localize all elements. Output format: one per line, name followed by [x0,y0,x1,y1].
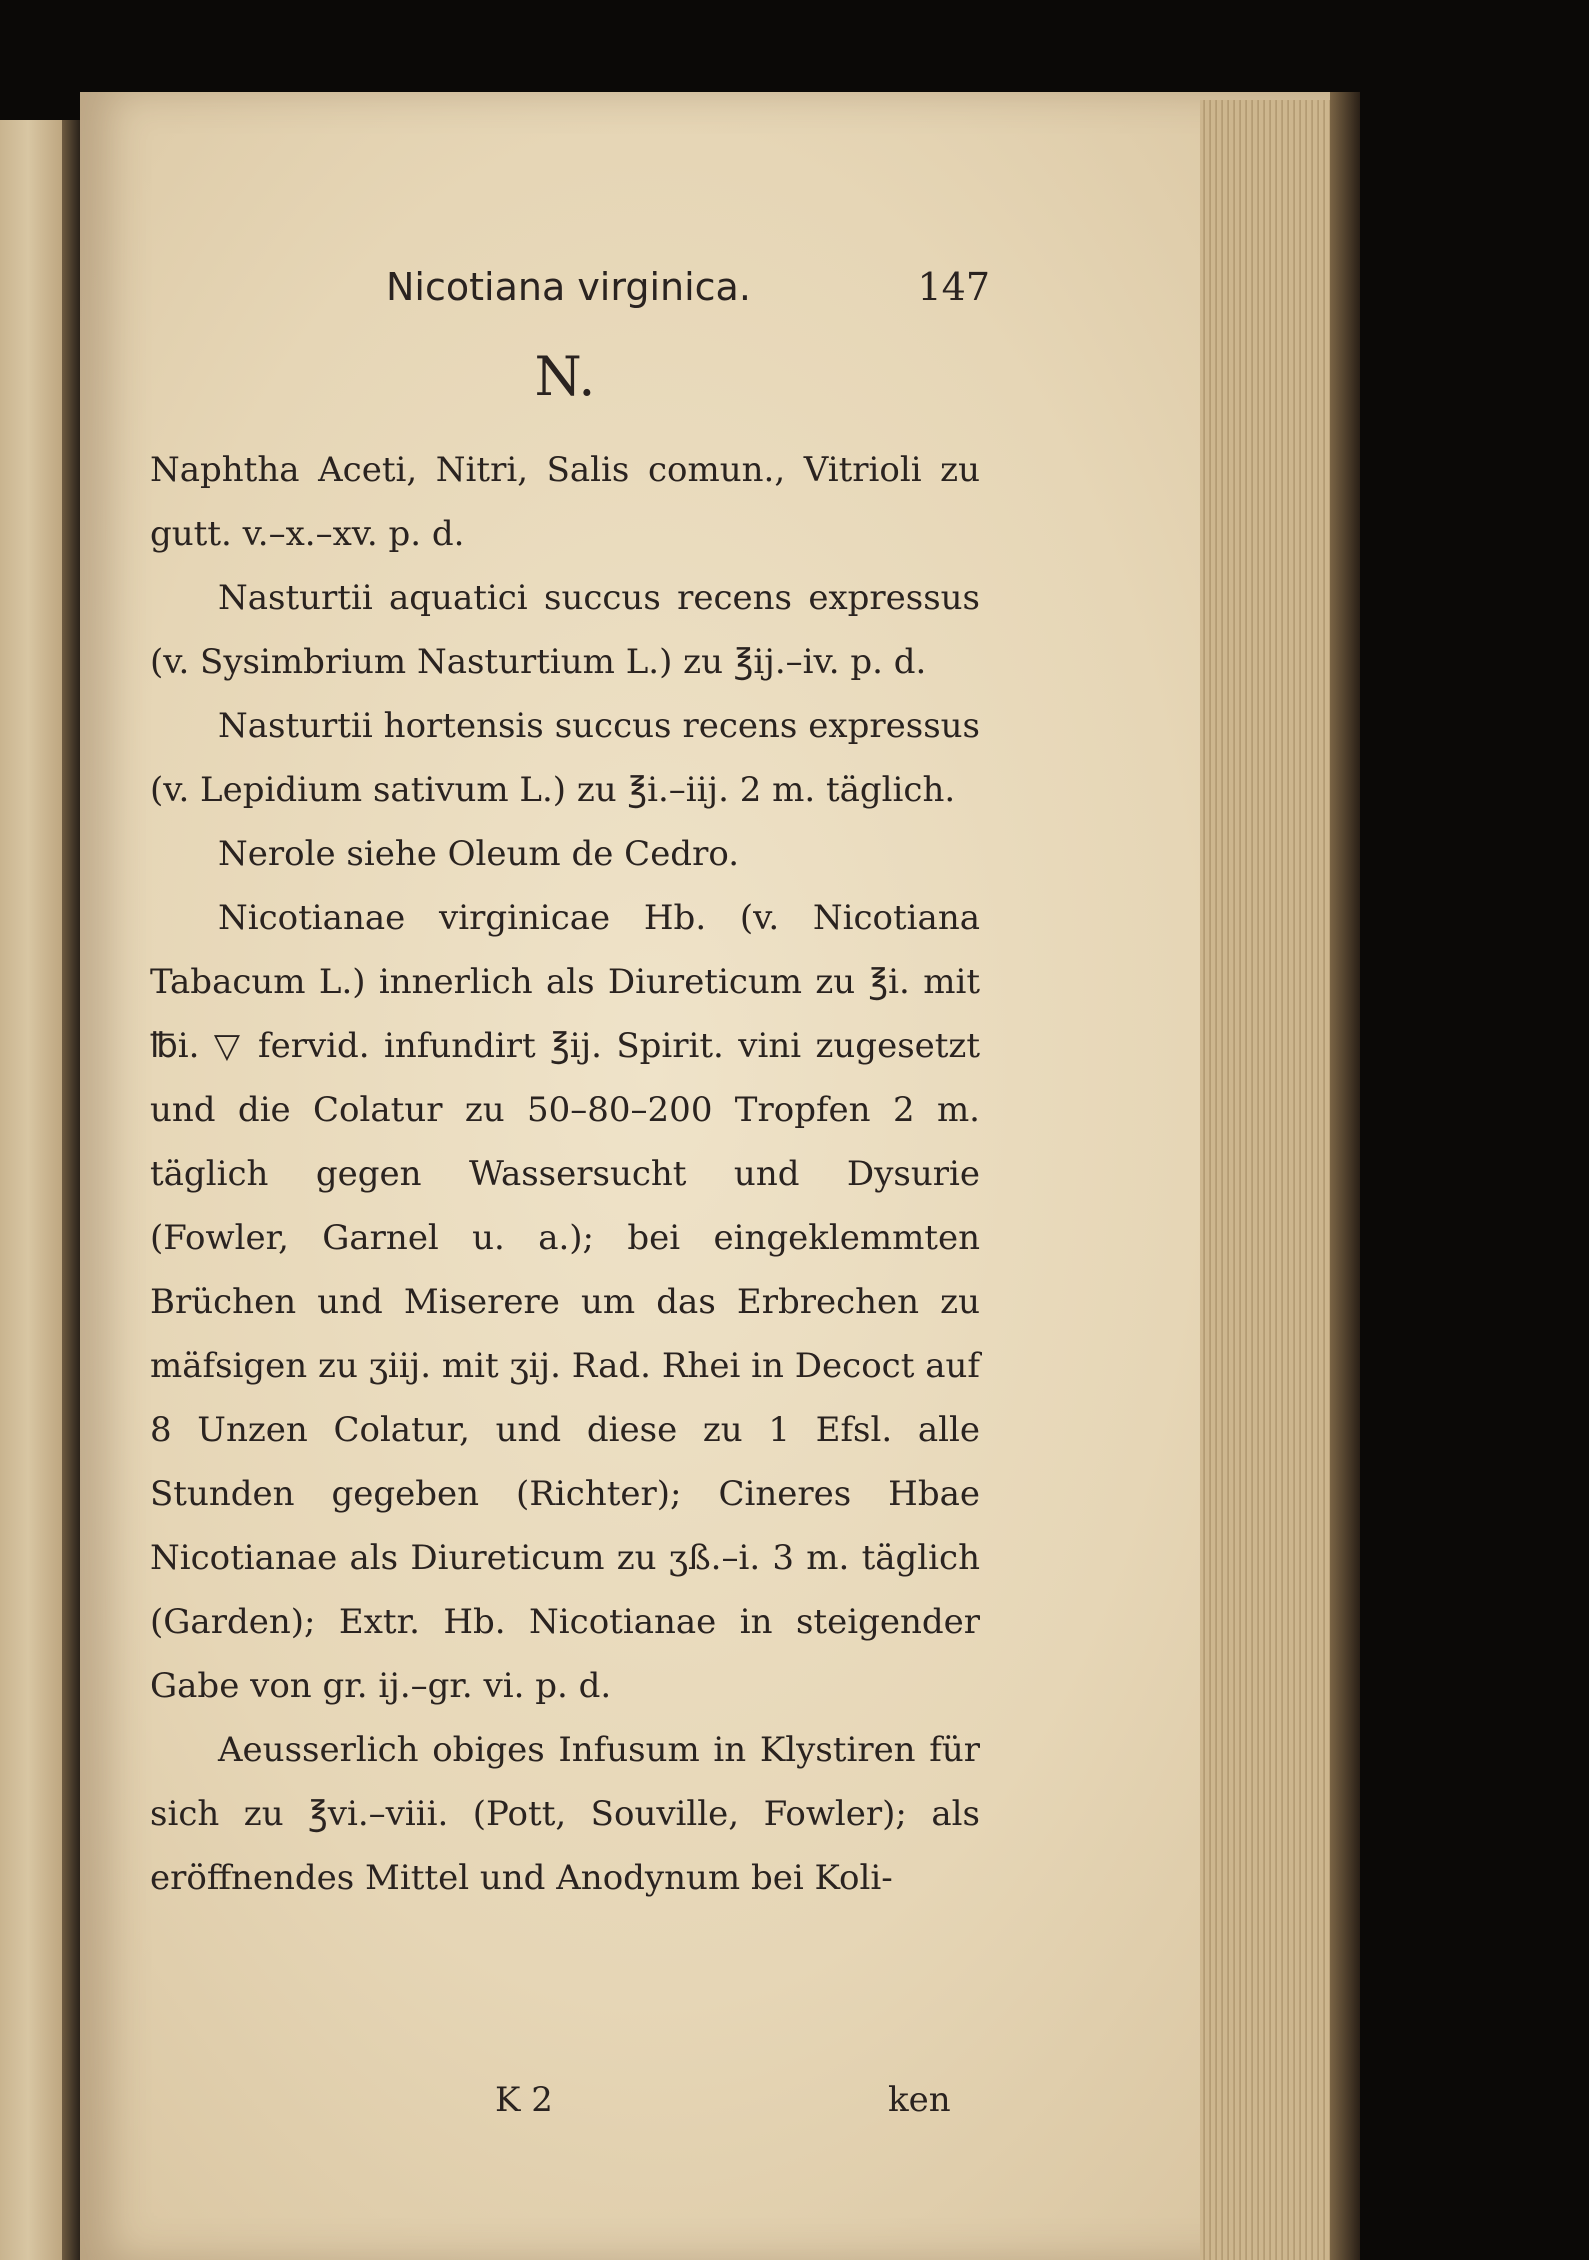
running-title: Nicotiana virginica. [386,265,751,309]
gutter [62,120,80,2260]
entry-nasturtii-aquatici: Nasturtii aquatici succus recens expressus (v. Sysimbrium Nasturtium L.) zu ℥ij.–iv. p. d. [150,578,980,682]
entry-aeusserlich: Aeusserlich obiges Infusum in Klystiren für sich zu ℥vi.–viii. (Pott, Souville, Fowler); als eröffnendes Mittel und Anodynum bei Koli- [150,1730,980,1898]
cover-edge [1330,92,1360,2260]
entry-nicotianae: Nicotianae virginicae Hb. (v. Nicotiana Tabacum L.) innerlich als Diureticum zu ℥i. mit ℔i. ▽ fervid. infundirt ℥ij. Spirit. vini zugesetzt und die Colatur zu 50–80–200 Tropfen 2 m. täglich gegen Wassersucht und Dysurie (Fowler, Garnel u. a.); bei eingeklemmten Brüchen und Miserere um das Erbrechen zu mäfsigen zu ʒiij. mit ʒij. Rad. Rhei in Decoct auf 8 Unzen Colatur, und diese zu 1 Efsl. alle Stunden gegeben (Richter); Cineres Hbae Nicotianae als Diureticum zu ʒß.–i. 3 m. täglich (Garden); Extr. Hb. Nicotianae in steigender Gabe von gr. ij.–gr. vi. p. d. [150,898,980,1706]
section-letter: N. [534,345,596,408]
catchword: ken [888,2080,951,2120]
previous-page-edge [0,120,70,2260]
signature-mark: K 2 [495,2080,553,2120]
page-text [150,265,990,1910]
page-number: 147 [917,265,990,309]
running-header [150,265,990,325]
entry-nasturtii-hortensis: Nasturtii hortensis succus recens expressus (v. Lepidium sativum L.) zu ℥i.–iij. 2 m. täglich. [150,706,980,810]
entry-nerole: Nerole siehe Oleum de Cedro. [218,834,740,874]
entry-naphtha: Naphtha Aceti, Nitri, Salis comun., Vitrioli zu gutt. v.–x.–xv. p. d. [150,450,980,554]
page-edges [1200,100,1350,2260]
